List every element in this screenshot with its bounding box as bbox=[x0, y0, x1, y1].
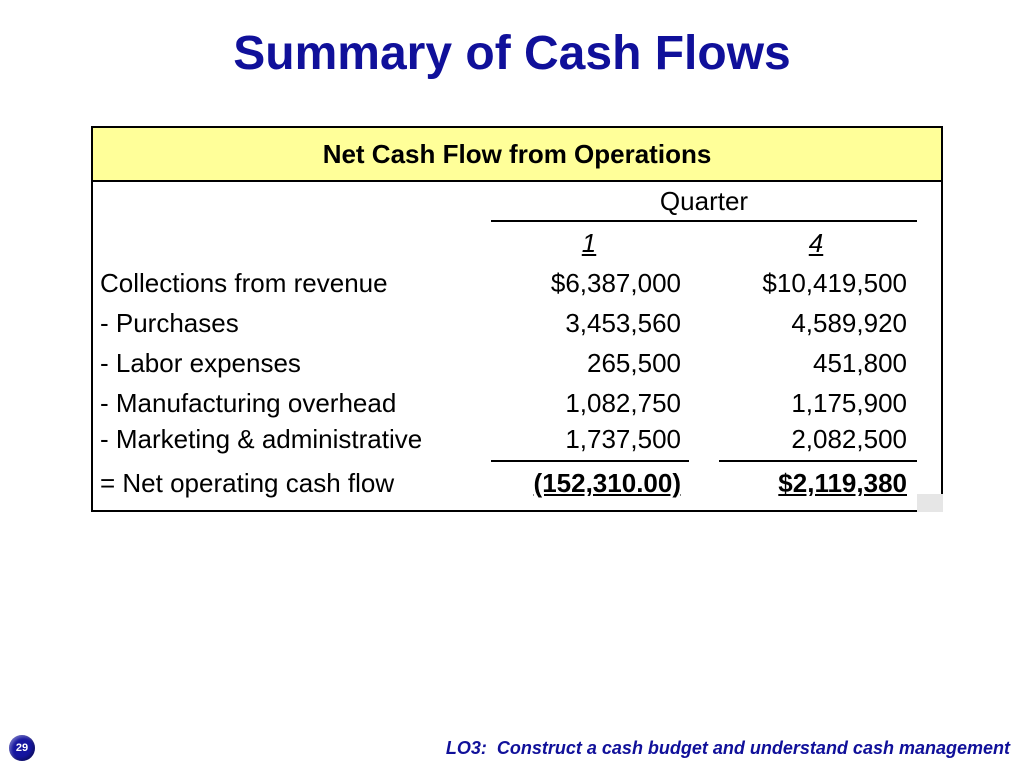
table-header: Net Cash Flow from Operations bbox=[93, 128, 941, 182]
table-row bbox=[93, 346, 941, 380]
total-value-q4: $2,119,380 bbox=[778, 468, 907, 498]
subtotal-rule-q4 bbox=[719, 460, 917, 462]
row-value-q1: $6,387,000 bbox=[550, 268, 681, 298]
column-header-q1: 1 bbox=[581, 228, 597, 258]
cash-flow-table bbox=[91, 126, 943, 512]
quarter-group-label: Quarter bbox=[659, 186, 749, 216]
row-value-q1: 265,500 bbox=[587, 348, 681, 378]
learning-objective-footer: LO3: Construct a cash budget and understand cash management bbox=[445, 738, 1010, 758]
subtotal-rule-q1 bbox=[491, 460, 689, 462]
row-value-q4: 4,589,920 bbox=[791, 308, 907, 338]
total-label: = Net operating cash flow bbox=[100, 468, 395, 498]
column-header-q4: 4 bbox=[808, 228, 824, 258]
total-value-q1: (152,310.00) bbox=[533, 468, 681, 498]
quarter-underline bbox=[491, 220, 917, 222]
table-row bbox=[93, 266, 941, 300]
row-value-q1: 3,453,560 bbox=[565, 308, 681, 338]
row-label: - Labor expenses bbox=[100, 348, 301, 378]
row-label: - Purchases bbox=[100, 308, 239, 338]
table-row bbox=[93, 386, 941, 420]
row-label: Collections from revenue bbox=[100, 268, 388, 298]
row-value-q4: 1,175,900 bbox=[791, 388, 907, 418]
page-title: Summary of Cash Flows bbox=[233, 27, 791, 80]
row-value-q4: $10,419,500 bbox=[762, 268, 907, 298]
row-label: - Manufacturing overhead bbox=[100, 388, 397, 418]
cell-shadow bbox=[917, 494, 943, 512]
total-row bbox=[93, 466, 941, 500]
row-value-q1: 1,082,750 bbox=[565, 388, 681, 418]
table-row bbox=[93, 306, 941, 340]
row-value-q4: 451,800 bbox=[813, 348, 907, 378]
row-value-q1: 1,737,500 bbox=[565, 424, 681, 454]
page-number-badge: 29 bbox=[9, 735, 35, 761]
table-row bbox=[93, 422, 941, 456]
row-value-q4: 2,082,500 bbox=[791, 424, 907, 454]
row-label: - Marketing & administrative bbox=[100, 424, 423, 454]
